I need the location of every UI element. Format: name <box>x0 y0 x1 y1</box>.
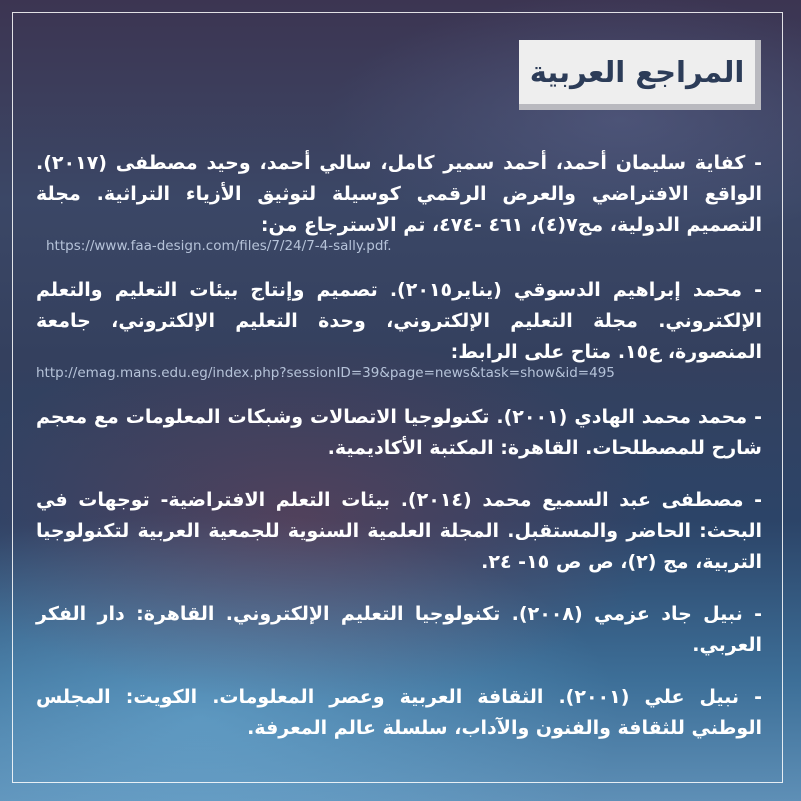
reference-text: - مصطفى عبد السميع محمد (٢٠١٤). بيئات التعلم الافتراضية- توجهات في البحث: الحاضر والمستقبل. المجلة العلمية السنوية للجمعية العربية لتكنولوجيا التربية، مج (٢)، ص ص ١٥- ٢٤. <box>36 489 762 573</box>
reference-item <box>36 599 762 661</box>
reference-item <box>36 148 762 254</box>
reference-link[interactable]: http://emag.mans.edu.eg/index.php?sessionID=39&page=news&task=show&id=495 <box>36 365 615 381</box>
reference-item <box>36 402 762 464</box>
reference-text: - نبيل علي (٢٠٠١). الثقافة العربية وعصر المعلومات. الكويت: المجلس الوطني للثقافة والفنون والآداب، سلسلة عالم المعرفة. <box>36 686 762 739</box>
references-list <box>36 148 762 765</box>
reference-item <box>36 485 762 578</box>
title-box <box>519 40 761 110</box>
reference-text: - نبيل جاد عزمي (٢٠٠٨). تكنولوجيا التعليم الإلكتروني. القاهرة: دار الفكر العربي. <box>36 603 762 656</box>
reference-text: - كفاية سليمان أحمد، أحمد سمير كامل، سالي أحمد، وحيد مصطفى (٢٠١٧). الواقع الافتراضي والعرض الرقمي كوسيلة لتوثيق الأزياء التراثية. مجلة التصميم الدولية، مج٧(٤)، ٤٦١ -٤٧٤، تم الاسترجاع من: <box>36 152 762 236</box>
reference-item <box>36 682 762 744</box>
reference-item <box>36 275 762 381</box>
page-title: المراجع العربية <box>529 55 745 89</box>
reference-text: - محمد إبراهيم الدسوقي (يناير٢٠١٥). تصميم وإنتاج بيئات التعليم والتعلم الإلكتروني. مجلة التعليم الإلكتروني، وحدة التعليم الإلكتروني، جامعة المنصورة، ع١٥. متاح على الرابط: <box>36 279 762 363</box>
reference-link[interactable]: https://www.faa-design.com/files/7/24/7-4-sally.pdf. <box>46 238 392 254</box>
reference-text: - محمد محمد الهادي (٢٠٠١). تكنولوجيا الاتصالات وشبكات المعلومات مع معجم شارح للمصطلحات. القاهرة: المكتبة الأكاديمية. <box>36 406 762 459</box>
